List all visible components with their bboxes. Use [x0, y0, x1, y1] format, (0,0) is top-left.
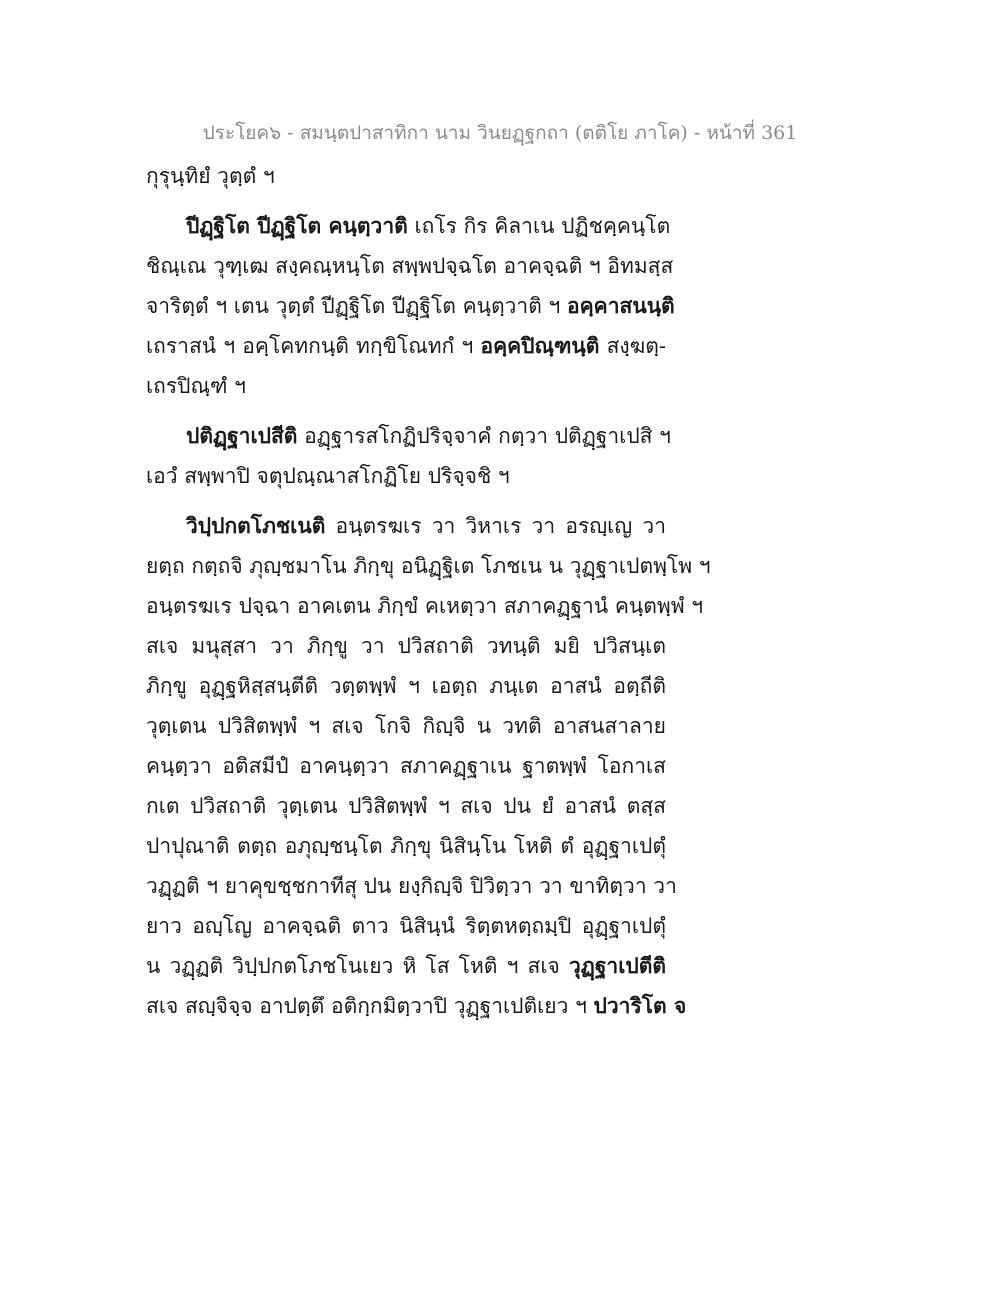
- text-run: อนฺตรฆเร วา วิหาเร วา อรญฺเญ วา: [325, 514, 666, 538]
- text-run: ยตฺถ กตฺถจิ ภุญฺชมาโน ภิกฺขุ อนิฏฺฐิเต โภชเน น วุฏฺฐาเปตพฺโพ ฯ: [146, 554, 711, 578]
- text-run: วุตฺเตน ปวิสิตพฺพํ ฯ สเจ โกจิ กิญฺจิ น วทติ อาสนสาลาย: [146, 714, 666, 738]
- text-run: คนฺตฺวา อติสมีปํ อาคนฺตฺวา สภาคฏฺฐาเน ฐาตพฺพํ โอกาเส: [146, 754, 666, 778]
- text-run: น วฏฺฏติ วิปฺปกตโภชโนเยว หิ โส โหติ ฯ สเจ: [146, 954, 569, 978]
- text-run: สเจ สญฺจิจฺจ อาปตฺตึ อติกฺกมิตฺวาปิ วุฏฺฐาเปติเยว ฯ: [146, 994, 594, 1018]
- text-line: [146, 986, 687, 1026]
- body-text: [146, 156, 711, 1026]
- running-header: ประโยค๖ - สมนฺตปาสาทิกา นาม วินยฏฺฐกถา (ตติโย ภาโค) - หน้าที่ 361: [202, 122, 798, 144]
- text-line: [146, 866, 677, 906]
- text-run: เถราสนํ ฯ อคฺโคทกนฺติ ทกฺขิโณทกํ ฯ: [146, 334, 481, 358]
- paragraph: [146, 156, 666, 196]
- bold-term: ปีฏฺฐิโต ปีฏฺฐิโต คนฺตฺวาติ: [186, 213, 408, 238]
- text-line: [146, 786, 666, 826]
- text-line: [146, 826, 666, 866]
- text-line: [146, 456, 666, 496]
- text-line: [146, 746, 666, 786]
- text-run: อฏฺฐารสโกฏิปริจฺจาคํ กตฺวา ปติฏฺฐาเปสิ ฯ: [297, 424, 671, 448]
- text-line: [146, 246, 674, 286]
- text-run: ชิณฺเณ วุฑฺเฒ สงฺคณฺหนฺโต สพฺพปจฺฉโต อาคจฺฉติ ฯ อิทมสฺส: [146, 254, 674, 278]
- text-line: [146, 946, 666, 986]
- text-run: เถโร กิร คิลาเน ปฏิชคฺคนฺโต: [407, 214, 671, 238]
- bold-term: อคฺคาสนนฺติ: [567, 293, 675, 318]
- text-run: จาริตฺตํ ฯ เตน วุตฺตํ ปีฏฺฐิโต ปีฏฺฐิโต คนฺตฺวาติ ฯ: [146, 294, 568, 318]
- paragraph-gap: [146, 406, 666, 416]
- text-run: สเจ มนุสฺสา วา ภิกฺขู วา ปวิสถาติ วทนฺติ มยิ ปวิสนฺเต: [146, 634, 666, 658]
- text-run: ยาว อญฺโญ อาคจฺฉติ ตาว นิสินฺนํ ริตฺตหตฺถมฺปิ อุฏฺฐาเปตุํ: [146, 914, 666, 938]
- text-line: [146, 546, 711, 586]
- bold-term: ปติฏฺฐาเปสีติ: [186, 423, 298, 448]
- text-run: กุรุนฺทิยํ วุตฺตํ ฯ: [146, 164, 275, 188]
- bold-term: วุฏฺฐาเปตีติ: [568, 953, 666, 978]
- paragraph: [146, 206, 675, 406]
- text-run: ปาปุณาติ ตตฺถ อภุญฺชนฺโต ภิกฺขุ นิสินฺโน โหติ ตํ อุฏฺฐาเปตุํ: [146, 834, 666, 858]
- text-line: [146, 586, 704, 626]
- text-run: เอวํ สพฺพาปิ จตุปณฺณาสโกฏิโย ปริจฺจชิ ฯ: [146, 464, 510, 488]
- text-line: [146, 626, 666, 666]
- text-run: ภิกฺขู อุฏฺฐหิสฺสนฺตีติ วตฺตพฺพํ ฯ เอตฺถ ภนฺเต อาสนํ อตฺถีติ: [146, 674, 666, 698]
- text-line: [146, 906, 666, 946]
- text-run: วฏฺฏติ ฯ ยาคุขชฺชกาทีสุ ปน ยงฺกิญฺจิ ปิวิตฺวา วา ขาทิตฺวา วา: [146, 874, 677, 898]
- paragraph-gap: [146, 496, 666, 506]
- text-line: [146, 286, 675, 326]
- text-line: [146, 326, 666, 366]
- text-line: [146, 156, 666, 196]
- text-line: [146, 506, 666, 546]
- bold-term: อคฺคปิณฺฑนฺติ: [480, 333, 600, 358]
- text-line: [146, 206, 671, 246]
- text-line: [146, 366, 666, 406]
- text-run: สงฺฆตฺ-: [599, 334, 666, 358]
- text-line: [146, 706, 666, 746]
- bold-term: วิปฺปกตโภชเนติ: [186, 513, 326, 538]
- text-line: [146, 666, 666, 706]
- bold-term: ปวาริโต จ: [593, 993, 687, 1018]
- text-run: กเต ปวิสถาติ วุตฺเตน ปวิสิตพฺพํ ฯ สเจ ปน ยํ อาสนํ ตสฺส: [146, 794, 666, 818]
- paragraph: [146, 416, 671, 496]
- text-line: [146, 416, 671, 456]
- paragraph-gap: [146, 196, 666, 206]
- text-run: อนฺตรฆเร ปจฺฉา อาคเตน ภิกฺขํ คเหตฺวา สภาคฏฺฐานํ คนฺตพฺพํ ฯ: [146, 594, 704, 618]
- paragraph: [146, 506, 711, 1026]
- text-run: เถรปิณฺฑํ ฯ: [146, 374, 246, 398]
